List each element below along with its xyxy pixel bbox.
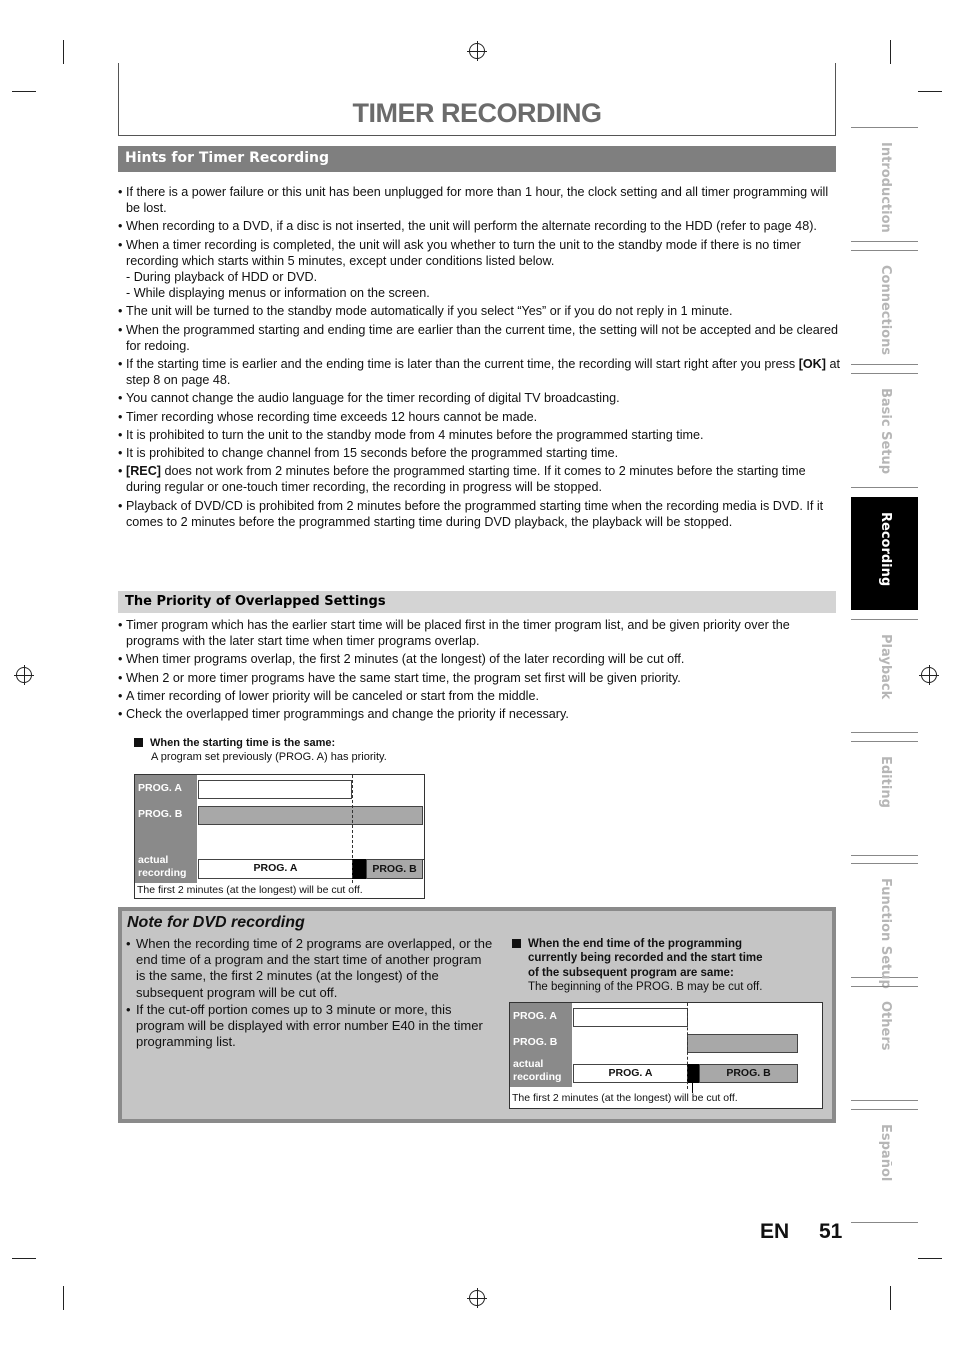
diagram-same-start	[134, 774, 425, 899]
bullet-square-icon	[134, 738, 143, 747]
label-prog-b: PROG. B	[513, 1036, 558, 1048]
cut-off-note: The first 2 minutes (at the longest) will be cut off.	[137, 884, 363, 896]
list-item: • Timer program which has the earlier start time will be placed first in the timer program list, and be given priority over the programs with the later start time when timer programs overlap.	[118, 617, 840, 649]
list-item: • If the cut-off portion comes up to 3 minute or more, this program will be displayed with error number E40 in the timer programming list.	[126, 1002, 494, 1051]
tab-function-setup[interactable]	[851, 863, 918, 989]
label-actual: actual	[513, 1058, 544, 1070]
tab-basic-setup[interactable]	[851, 373, 918, 488]
list-item: • When the programmed starting and ending time are earlier than the current time, the setting will not be accepted and be cleared for redoing.	[118, 322, 840, 354]
page-title: TIMER RECORDING	[352, 98, 602, 128]
bar-prog-a	[573, 1008, 688, 1027]
tab-label: Others	[878, 1001, 893, 1051]
crop-mark	[918, 91, 942, 92]
tab-label: Recording	[878, 512, 893, 587]
label-prog-a: PROG. A	[513, 1010, 557, 1022]
tab-espanol[interactable]	[851, 1109, 918, 1223]
crop-mark	[890, 40, 891, 64]
bar-actual-prog-b-text: PROG. B	[726, 1067, 771, 1079]
crop-mark	[12, 91, 36, 92]
tab-label: Introduction	[878, 142, 893, 233]
diagram-end-start-same	[509, 1002, 823, 1109]
crop-mark	[890, 1286, 891, 1310]
sub-item: - While displaying menus or information on the screen.	[126, 286, 430, 301]
list-item: • When 2 or more timer programs have the same start time, the program set first will be given priority.	[118, 670, 840, 686]
tab-editing[interactable]	[851, 741, 918, 856]
registration-mark-icon	[469, 1290, 485, 1306]
list-item: • The unit will be turned to the standby mode automatically if you select “Yes” or if you do not reply in 1 minute.	[118, 303, 840, 319]
cut-off-marker	[352, 859, 366, 879]
label-prog-b: PROG. B	[138, 808, 183, 820]
list-item: • A timer recording of lower priority will be canceled or start from the middle.	[118, 688, 840, 704]
hints-heading: Hints for Timer Recording	[118, 146, 836, 172]
language-code: EN	[760, 1220, 790, 1243]
registration-mark-icon	[16, 667, 32, 683]
timeline-dashed-line	[687, 1003, 688, 1089]
list-item: • When the recording time of 2 programs are overlapped, or the end time of a program and the start time of another program is the same, the first 2 minutes (at the longest) of the subsequent program will be cut off.	[126, 936, 494, 1001]
case-same-desc: A program set previously (PROG. A) has priority.	[151, 751, 387, 763]
case-end-heading	[512, 937, 742, 952]
bar-actual-prog-a-text: PROG. A	[253, 862, 298, 874]
tab-label: Editing	[878, 756, 893, 808]
cut-off-note: The first 2 minutes (at the longest) will be cut off.	[512, 1092, 738, 1104]
sub-item: - During playback of HDD or DVD.	[126, 270, 318, 285]
bullet-square-icon	[512, 939, 521, 948]
tab-introduction[interactable]	[851, 127, 918, 242]
tab-others[interactable]	[851, 986, 918, 1101]
list-item: • When timer programs overlap, the first 2 minutes (at the longest) of the later recording will be cut off.	[118, 651, 840, 667]
tab-label: Basic Setup	[878, 388, 893, 475]
registration-mark-icon	[469, 43, 485, 59]
list-item: • Playback of DVD/CD is prohibited from 2 minutes before the programmed starting time when the recording media is DVD. If it comes to 2 minutes before the programmed starting time during DVD playback, the playback will be stopped.	[118, 498, 840, 530]
list-item: • It is prohibited to change channel from 15 seconds before the programmed starting time.	[118, 445, 840, 461]
hints-list	[118, 184, 840, 532]
bar-actual-prog-b-text: PROG. B	[372, 863, 417, 875]
case-end-title-line: When the end time of the programming	[528, 938, 743, 950]
rec-key-label: [REC]	[126, 464, 161, 479]
label-prog-a: PROG. A	[138, 782, 182, 794]
label-recording: recording	[513, 1071, 562, 1083]
list-item: • [REC] does not work from 2 minutes before the programmed starting time. If it comes to 2 minutes before the starting time during regular or one-touch timer recording, the recording in progress will be stopped.	[118, 463, 840, 495]
crop-mark	[12, 1258, 36, 1259]
case-end-desc: The beginning of the PROG. B may be cut off.	[528, 981, 763, 993]
list-item: • Timer recording whose recording time exceeds 12 hours cannot be made.	[118, 409, 840, 425]
ok-key-label: [OK]	[798, 357, 826, 372]
priority-list	[118, 617, 840, 724]
tab-connections[interactable]	[851, 250, 918, 365]
crop-mark	[63, 1286, 64, 1310]
dvd-note-list	[126, 936, 494, 1051]
case-same-title: When the starting time is the same:	[150, 737, 336, 749]
page-number: 51	[819, 1220, 843, 1243]
priority-heading: The Priority of Overlapped Settings	[118, 591, 836, 613]
bar-prog-b	[198, 806, 423, 825]
tab-label: Connections	[878, 265, 893, 356]
crop-mark	[918, 1258, 942, 1259]
list-item: • When a timer recording is completed, the unit will ask you whether to turn the unit to the standby mode if there is no timer recording which starts within 5 minutes, except under conditions listed below. - During playback of HDD or DVD. - While displaying menus or information on the screen.	[118, 237, 840, 302]
tab-label: Español	[878, 1124, 893, 1182]
bar-actual-prog-a-text: PROG. A	[608, 1067, 653, 1079]
list-item: • If the starting time is earlier and the ending time is later than the current time, the recording will start right after you press [OK] at step 8 on page 48.	[118, 356, 840, 388]
case-end-title-line: currently being recorded and the start time	[528, 952, 763, 964]
list-item: • You cannot change the audio language for the timer recording of digital TV broadcasting.	[118, 390, 840, 406]
case-same-heading	[134, 737, 335, 749]
timeline-dashed-line	[352, 775, 353, 883]
cut-off-marker	[687, 1064, 699, 1083]
case-end-title-line: of the subsequent program are same:	[528, 967, 734, 979]
tab-label: Playback	[878, 634, 893, 700]
dvd-note-title: Note for DVD recording	[127, 914, 305, 931]
list-item: • When recording to a DVD, if a disc is not inserted, the unit will perform the alternate recording to the HDD (refer to page 48).	[118, 218, 840, 234]
label-actual: actual	[138, 854, 169, 866]
tab-playback[interactable]	[851, 619, 918, 733]
tab-recording[interactable]	[851, 497, 918, 610]
tab-label: Function Setup	[878, 878, 893, 989]
list-item: • It is prohibited to turn the unit to the standby mode from 4 minutes before the programmed starting time.	[118, 427, 840, 443]
registration-mark-icon	[921, 667, 937, 683]
list-item: • Check the overlapped timer programmings and change the priority if necessary.	[118, 706, 840, 722]
bar-prog-b	[687, 1034, 798, 1053]
list-item: • If there is a power failure or this unit has been unplugged for more than 1 hour, the clock setting and all timer programming will be lost.	[118, 184, 840, 216]
crop-mark	[63, 40, 64, 64]
label-recording: recording	[138, 867, 187, 879]
bar-prog-a	[198, 780, 352, 799]
